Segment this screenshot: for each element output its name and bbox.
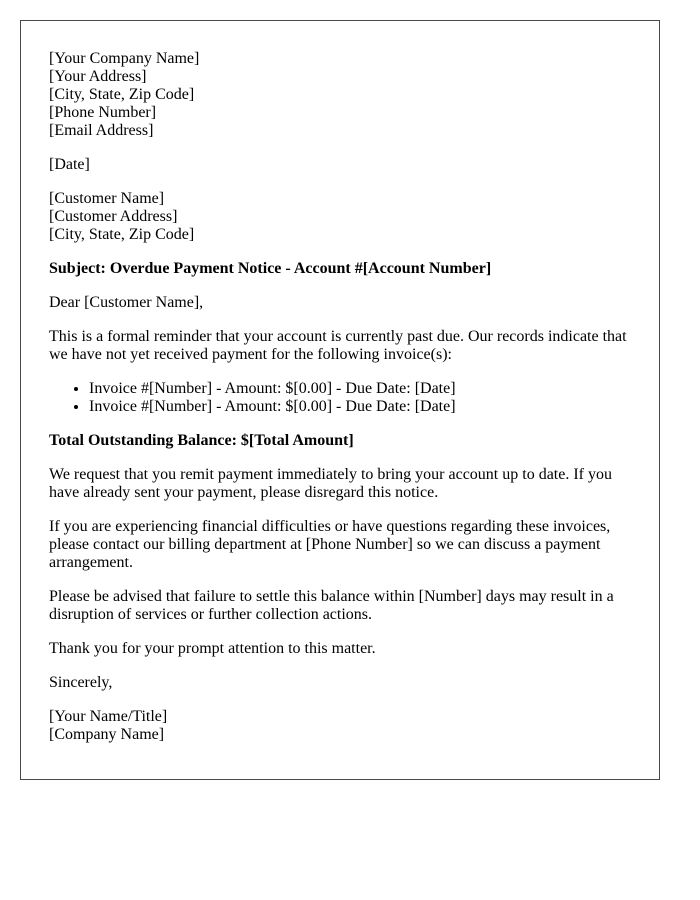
intro-paragraph: This is a formal reminder that your account is currently past due. Our records indicate that we have not yet received payment for the following invoice(s):	[49, 328, 627, 363]
thanks-paragraph: Thank you for your prompt attention to this matter.	[49, 640, 376, 657]
recipient-city-state-zip: [City, State, Zip Code]	[49, 226, 195, 243]
signature-company: [Company Name]	[49, 726, 165, 743]
total-balance: Total Outstanding Balance: $[Total Amount]	[49, 432, 354, 449]
signature-name-title: [Your Name/Title]	[49, 708, 168, 725]
sender-address: [Your Address]	[49, 68, 147, 85]
sender-email: [Email Address]	[49, 122, 154, 139]
invoice-item: • Invoice #[Number] - Amount: $[0.00] - Due Date: [Date]	[89, 398, 631, 416]
letter-document	[20, 20, 660, 780]
request-paragraph: We request that you remit payment immediately to bring your account up to date. If you have already sent your payment, please disregard this notice.	[49, 466, 612, 501]
sender-company: [Your Company Name]	[49, 50, 200, 67]
recipient-name: [Customer Name]	[49, 190, 165, 207]
letter-date: [Date]	[49, 156, 90, 173]
closing: Sincerely,	[49, 674, 113, 691]
recipient-address: [Customer Address]	[49, 208, 178, 225]
warning-paragraph: Please be advised that failure to settle this balance within [Number] days may result in a disruption of services or further collection actions.	[49, 588, 614, 623]
invoice-list	[49, 380, 631, 416]
difficulties-paragraph: If you are experiencing financial difficulties or have questions regarding these invoices, please contact our billing department at [Phone Number] so we can discuss a payment arrangement.	[49, 518, 611, 571]
subject-line: Subject: Overdue Payment Notice - Account #[Account Number]	[49, 260, 492, 277]
salutation: Dear [Customer Name],	[49, 294, 204, 311]
sender-city-state-zip: [City, State, Zip Code]	[49, 86, 195, 103]
sender-block	[49, 50, 631, 140]
sender-phone: [Phone Number]	[49, 104, 157, 121]
signature-block	[49, 708, 631, 744]
recipient-block	[49, 190, 631, 244]
invoice-item: • Invoice #[Number] - Amount: $[0.00] - Due Date: [Date]	[89, 380, 631, 398]
